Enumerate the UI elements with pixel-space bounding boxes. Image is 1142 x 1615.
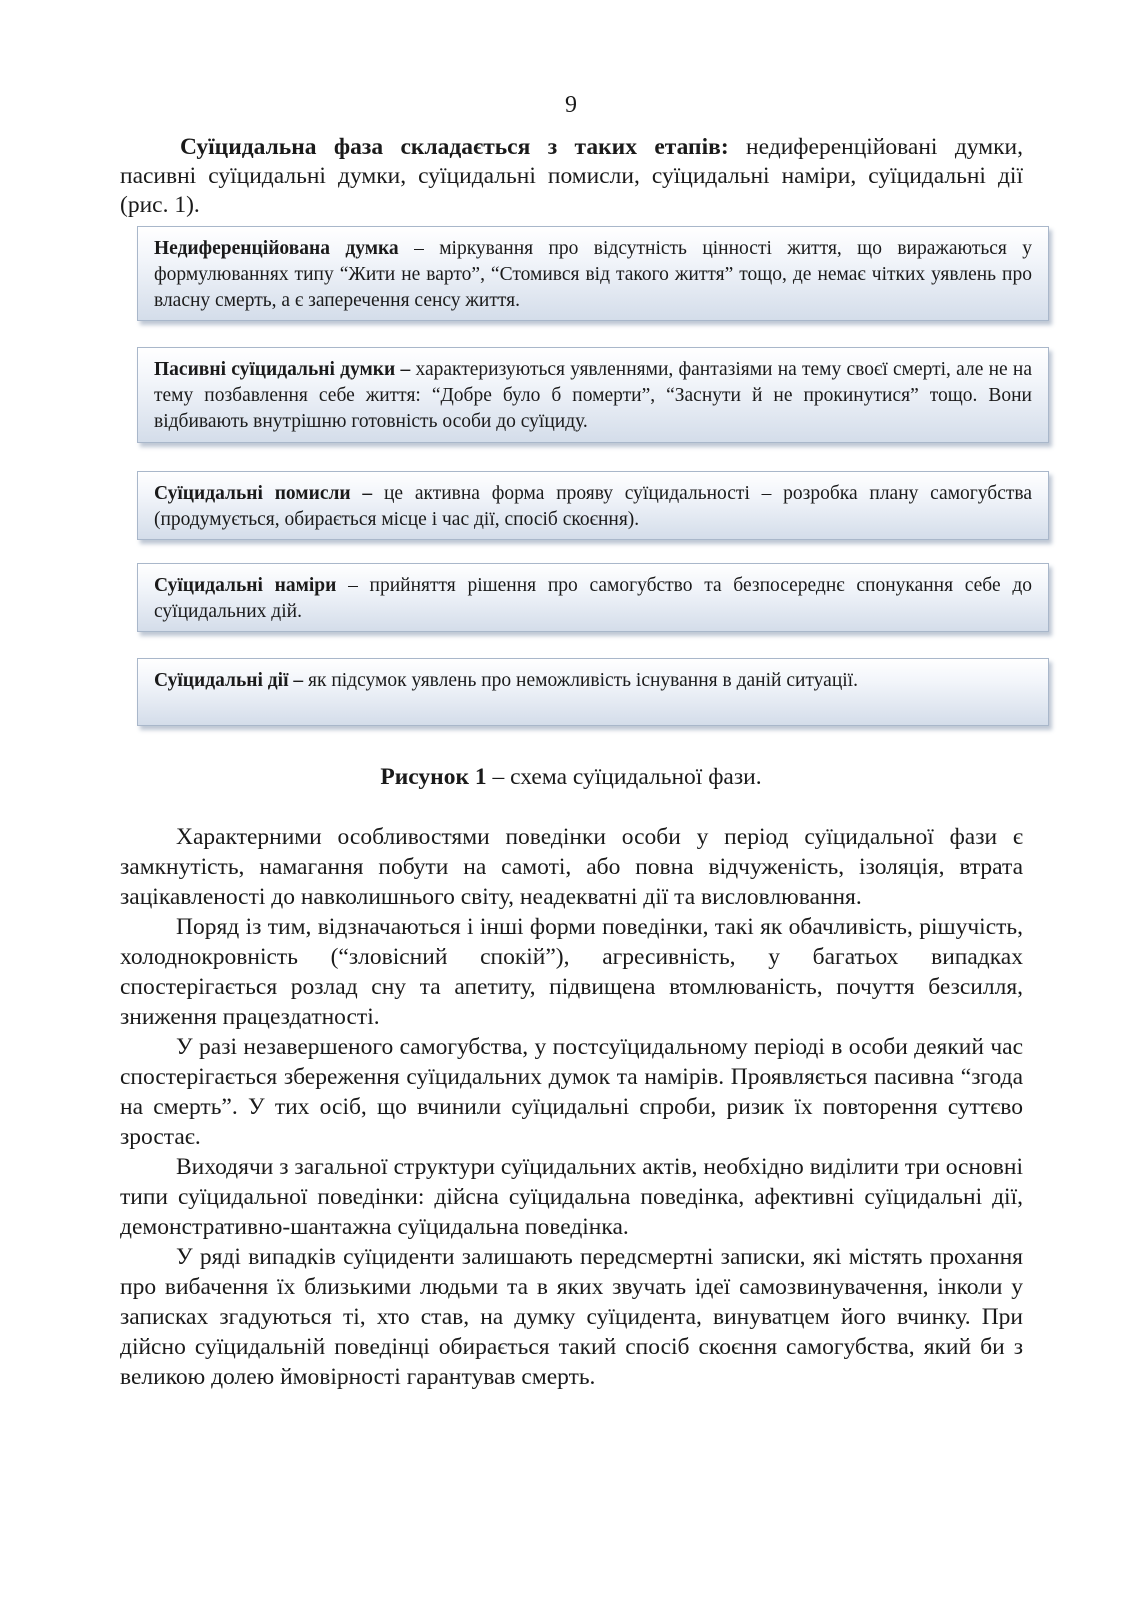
phase-box-suicidal-actions: [137, 658, 1049, 726]
phase-box-suicidal-intentions: [137, 563, 1049, 632]
phase-description: – прийняття рішення про самогубство та безпосереднє спонукання себе до суїцидальних дій.: [154, 575, 1032, 622]
phase-description: це активна форма прояву суїцидальності – розробка плану самогубства (продумується, обирається місце і час дії, спосіб скоєння).: [154, 483, 1032, 530]
phase-description: – міркування про відсутність цінності життя, що виражаються у формулюваннях типу “Жити не варто”, “Стомився від такого життя” тощо, де немає чітких уявлень про власну смерть, а є заперечення сенсу життя.: [154, 238, 1032, 311]
phase-box-undifferentiated-thought: [137, 226, 1049, 321]
intro-bold-lead: Суїцидальна фаза складається з таких етапів:: [180, 134, 729, 160]
figure-caption: [0, 764, 1142, 791]
intro-text: недиференційовані думки, пасивні суїцидальні думки, суїцидальні помисли, суїцидальні наміри, суїцидальні дії (рис. 1).: [120, 134, 1023, 218]
phase-box-suicidal-ideation: [137, 471, 1049, 540]
figure-caption-text: – схема суїцидальної фази.: [486, 764, 762, 790]
phase-box-passive-thoughts: [137, 347, 1049, 443]
phase-term: Суїцидальні дії –: [154, 670, 304, 691]
body-paragraph: Поряд із тим, відзначаються і інші форми поведінки, такі як обачливість, рішучість, холоднокровність (“зловісний спокій”), агресивність, у багатьох випадках спостерігається розлад сну та апетиту, підвищена втомлюваність, почуття безсилля, зниження працездатності.: [120, 914, 1023, 1030]
phase-term: Пасивні суїцидальні думки –: [154, 359, 411, 380]
body-paragraph: Характерними особливостями поведінки особи у період суїцидальної фази є замкнутість, намагання побути на самоті, або повна відчуженість, ізоляція, втрата зацікавленості до навколишнього світу, неадекватні дії та висловлювання.: [120, 824, 1023, 910]
body-paragraph: Виходячи з загальної структури суїцидальних актів, необхідно виділити три основні типи суїцидальної поведінки: дійсна суїцидальна поведінка, афективні суїцидальні дії, демонстративно-шантажна суїцидальна поведінка.: [120, 1154, 1023, 1240]
body-text: [120, 822, 1023, 1392]
figure-caption-label: Рисунок 1: [380, 764, 487, 790]
phase-description: як підсумок уявлень про неможливість існування в даній ситуації.: [303, 670, 858, 691]
phase-term: Суїцидальні наміри: [154, 575, 337, 596]
body-paragraph: У ряді випадків суїциденти залишають передсмертні записки, які містять прохання про вибачення їх близькими людьми та в яких звучать ідеї самозвинувачення, інколи у записках згадуються ті, хто став, на думку суїцидента, винуватцем його вчинку. При дійсно суїцидальній поведінці обирається такий спосіб скоєння самогубства, який би з великою долею ймовірності гарантував смерть.: [120, 1244, 1023, 1390]
phase-term: Суїцидальні помисли –: [154, 483, 373, 504]
intro-paragraph: [120, 133, 1023, 220]
page-number: 9: [565, 92, 577, 118]
phase-description: характеризуються уявленнями, фантазіями на тему своєї смерті, але не на тему позбавлення себе життя: “Добре було б померти”, “Заснути й не прокинутися” тощо. Вони відбивають внутрішню готовність особи до суїциду.: [154, 359, 1032, 432]
body-paragraph: У разі незавершеного самогубства, у постсуїцидальному періоді в особи деякий час спостерігається збереження суїцидальних думок та намірів. Проявляється пасивна “згода на смерть”. У тих осіб, що вчинили суїцидальні спроби, ризик їх повторення суттєво зростає.: [120, 1034, 1023, 1150]
phase-term: Недиференційована думка: [154, 238, 399, 259]
